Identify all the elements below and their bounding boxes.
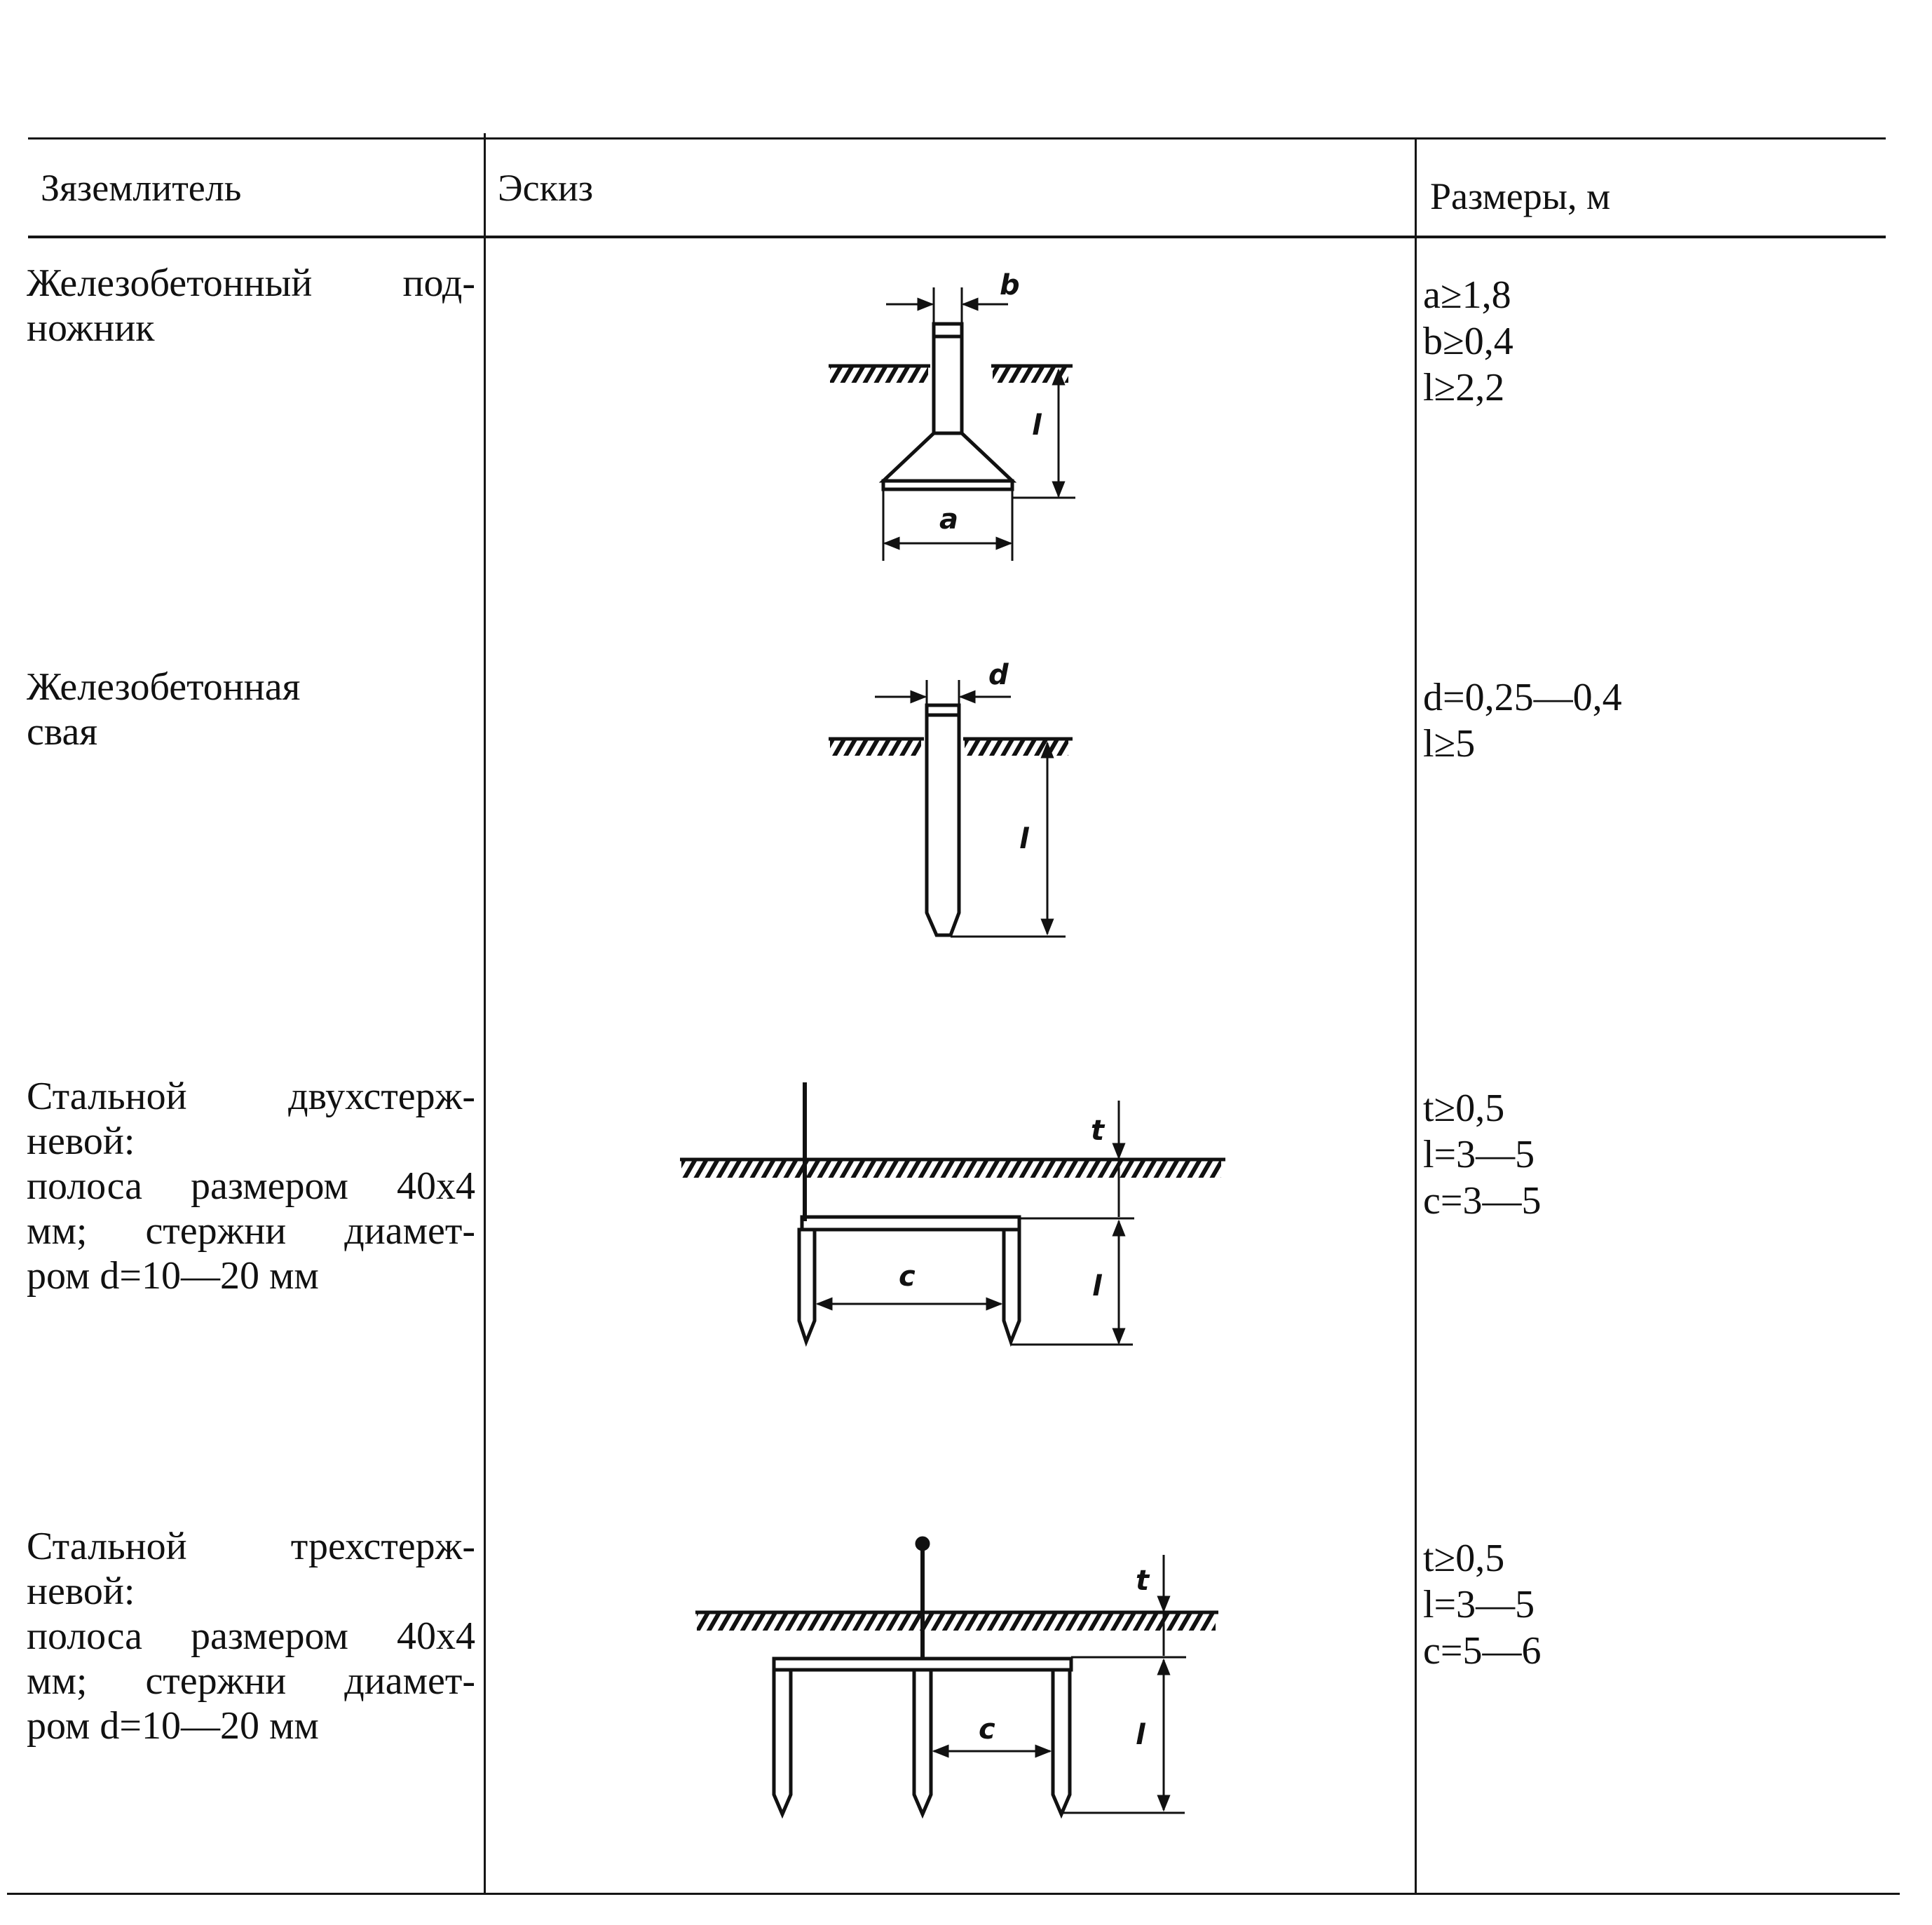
row-1-dim-a: a≥1,8	[1423, 273, 1511, 317]
row-3-label-l: l	[1092, 1270, 1102, 1302]
row-3-dim-t: t≥0,5	[1423, 1087, 1505, 1130]
row-4-label-c: c	[979, 1713, 995, 1746]
row-3-name	[27, 1074, 475, 1298]
row-2-label-d: d	[988, 659, 1009, 691]
row-4-name-line-5: ром d=10—20 мм	[27, 1704, 319, 1748]
row-4-dim-l: l=3—5	[1423, 1583, 1535, 1626]
table-top-rule	[28, 137, 1886, 140]
row-4-name	[27, 1524, 475, 1748]
row-3-name-line-2: невой:	[27, 1120, 135, 1163]
table-bottom-rule	[7, 1893, 1900, 1895]
header-dimensions: Размеры, м	[1430, 175, 1611, 217]
row-2-dims	[1423, 674, 1622, 767]
row-4-dim-t: t≥0,5	[1423, 1537, 1505, 1580]
row-1-name-line-1: Железобетонный под-	[27, 261, 475, 305]
row-1-sketch	[485, 259, 1410, 582]
row-1-label-l: l	[1032, 409, 1042, 442]
row-2-name-line-1: Железобетонная	[27, 665, 301, 709]
row-4-dims	[1423, 1535, 1541, 1674]
row-2-sketch	[485, 638, 1410, 946]
row-3-dim-l: l=3—5	[1423, 1133, 1535, 1176]
row-2-name	[27, 665, 475, 754]
row-4-label-t: t	[1136, 1565, 1150, 1597]
row-4-name-line-3: полоса размером 40х4	[27, 1614, 475, 1658]
row-3-dims	[1423, 1085, 1541, 1224]
row-3-name-line-1: Стальной двухстерж-	[27, 1075, 475, 1118]
row-4-dim-c: c=5—6	[1423, 1629, 1542, 1673]
row-1-label-b: b	[1000, 269, 1020, 301]
row-2-label-l: l	[1019, 823, 1029, 855]
row-3-label-t: t	[1091, 1115, 1105, 1147]
row-3-name-line-3: полоса размером 40х4	[27, 1164, 475, 1208]
row-1-name	[27, 261, 475, 351]
row-4-name-line-4: мм; стержни диамет-	[27, 1659, 475, 1703]
header-bottom-rule	[28, 236, 1886, 238]
row-1-name-line-2: ножник	[27, 306, 155, 350]
row-3-label-c: c	[899, 1260, 916, 1293]
row-1-dim-b: b≥0,4	[1423, 320, 1513, 363]
row-4-name-line-1: Стальной трехстерж-	[27, 1525, 475, 1568]
column-divider-2	[1415, 137, 1417, 1893]
row-3-name-line-4: мм; стержни диамет-	[27, 1209, 475, 1253]
row-3-sketch	[485, 1073, 1410, 1367]
row-1-dims	[1423, 272, 1513, 411]
row-4-label-l: l	[1136, 1719, 1145, 1751]
row-4-sketch	[485, 1528, 1410, 1837]
header-sketch: Эскиз	[498, 167, 594, 209]
row-3-dim-c: c=3—5	[1423, 1179, 1542, 1223]
row-2-dim-d: d=0,25—0,4	[1423, 676, 1622, 719]
row-1-dim-l: l≥2,2	[1423, 366, 1505, 409]
row-2-dim-l: l≥5	[1423, 722, 1476, 766]
row-3-name-line-5: ром d=10—20 мм	[27, 1254, 319, 1298]
row-4-name-line-2: невой:	[27, 1570, 135, 1613]
row-2-name-line-2: свая	[27, 710, 98, 754]
header-grounding: Зяземлитель	[41, 167, 242, 209]
row-1-label-a: a	[939, 503, 958, 536]
